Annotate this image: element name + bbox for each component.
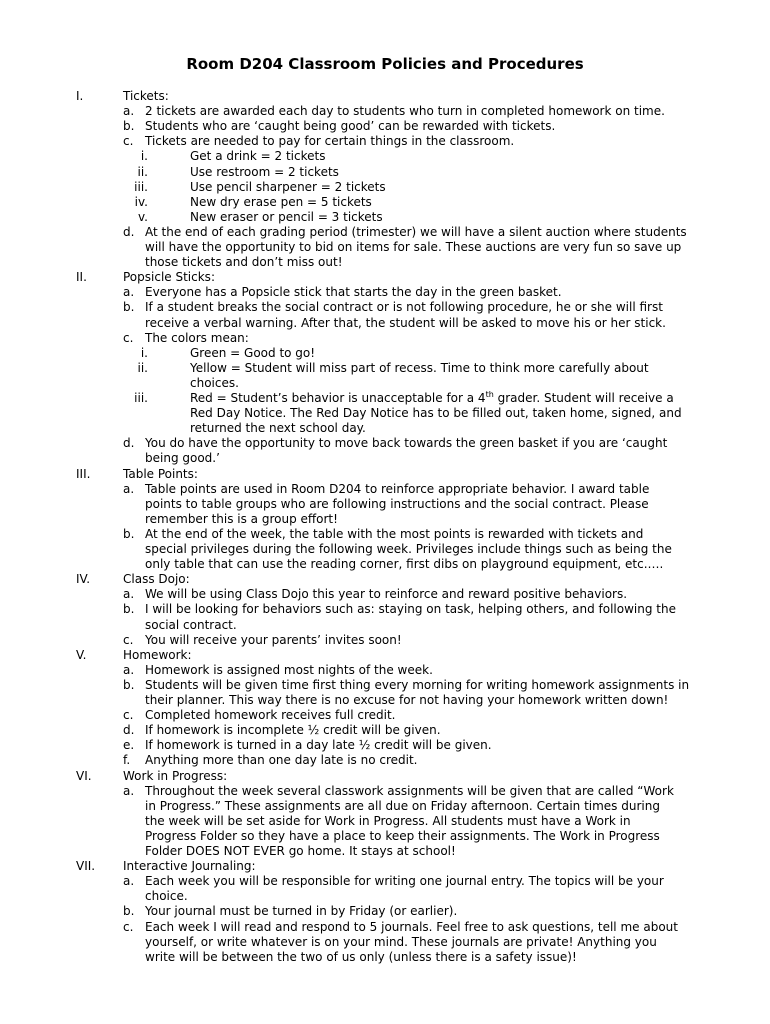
list-item-marker: a. bbox=[123, 104, 135, 119]
list-item-text: Students will be given time first thing every morning for writing homework assignments in bbox=[145, 677, 690, 692]
list-item-text: will have the opportunity to bid on items for sale. These auctions are very fun so save up bbox=[145, 240, 682, 254]
sublist-item-marker: i. bbox=[140, 345, 148, 360]
list-item-text: Tickets are needed to pay for certain things in the classroom. bbox=[145, 134, 515, 149]
sublist-item-text: Use restroom = 2 tickets bbox=[190, 164, 339, 179]
list-item-text: You will receive your parents’ invites soon! bbox=[145, 632, 402, 647]
list-item-marker: a. bbox=[123, 587, 135, 602]
list-item-marker: b. bbox=[123, 300, 135, 315]
sublist-item-text: Get a drink = 2 tickets bbox=[190, 149, 326, 164]
sublist-item-marker: ii. bbox=[137, 360, 148, 375]
list-item-text: You do have the opportunity to move back towards the green basket if you are ‘caught bbox=[145, 436, 668, 451]
list-item-text: Table points are used in Room D204 to reinforce appropriate behavior. I award table bbox=[145, 481, 650, 496]
list-item-marker: f. bbox=[123, 753, 131, 768]
list-item-marker: d. bbox=[123, 436, 135, 451]
list-item-marker: b. bbox=[123, 526, 135, 541]
list-item-text: Throughout the week several classwork assignments will be given that are called “Work bbox=[145, 783, 674, 798]
list-item-marker: b. bbox=[123, 677, 135, 692]
section-heading: Interactive Journaling: bbox=[123, 859, 256, 874]
list-item-marker: a. bbox=[123, 285, 135, 300]
sublist-item-text: Red Day Notice. The Red Day Notice has to be filled out, taken home, signed, and bbox=[190, 406, 682, 421]
sublist-item-marker: iv. bbox=[134, 194, 148, 209]
section-numeral: VI. bbox=[76, 768, 92, 783]
list-item-text: choice. bbox=[145, 889, 188, 904]
list-item-text: points to table groups who are following instructions and the social contract. Please bbox=[145, 496, 649, 511]
sublist-item-text: Use pencil sharpener = 2 tickets bbox=[190, 179, 386, 194]
sublist-item-text: choices. bbox=[190, 375, 239, 390]
list-item-text: those tickets and don’t miss out! bbox=[145, 255, 343, 270]
sublist-item-marker: v. bbox=[138, 209, 148, 224]
section-numeral: II. bbox=[76, 270, 87, 285]
sublist-item-text bbox=[190, 391, 674, 406]
list-item-text: in Progress.” These assignments are all due on Friday afternoon. Certain times during bbox=[145, 798, 660, 813]
list-item-text: Each week I will read and respond to 5 journals. Feel free to ask questions, tell me about bbox=[145, 919, 678, 934]
sublist-item-text-part: grader. Student will receive a bbox=[493, 391, 674, 405]
ordinal-superscript: th bbox=[485, 390, 494, 399]
section-numeral: III. bbox=[76, 466, 91, 481]
section-heading: Popsicle Sticks: bbox=[123, 270, 215, 285]
list-item-text: I will be looking for behaviors such as: staying on task, helping others, and following the bbox=[145, 602, 676, 617]
list-item-marker: a. bbox=[123, 481, 135, 496]
list-item-marker: c. bbox=[123, 632, 134, 647]
list-item-text: Homework is assigned most nights of the week. bbox=[145, 662, 433, 677]
list-item-text: Folder DOES NOT EVER go home. It stays at school! bbox=[145, 844, 456, 858]
list-item-text: If homework is incomplete ½ credit will be given. bbox=[145, 723, 441, 738]
list-item-text: social contract. bbox=[145, 617, 237, 632]
section-heading: Homework: bbox=[123, 647, 192, 662]
list-item-marker: b. bbox=[123, 602, 135, 617]
list-item-text: Your journal must be turned in by Friday (or earlier). bbox=[145, 904, 458, 919]
list-item-text: Progress Folder so they have a place to keep their assignments. The Work in Progress bbox=[145, 828, 660, 843]
list-item-text: If homework is turned in a day late ½ credit will be given. bbox=[145, 738, 492, 753]
list-item-text: write will be between the two of us only (unless there is a safety issue)! bbox=[145, 949, 577, 964]
sublist-item-text: New eraser or pencil = 3 tickets bbox=[190, 209, 383, 224]
list-item-text: their planner. This way there is no excuse for not having your homework written down! bbox=[145, 693, 669, 707]
list-item-text: At the end of each grading period (trimester) we will have a silent auction where students bbox=[145, 224, 687, 239]
list-item-text: Everyone has a Popsicle stick that starts the day in the green basket. bbox=[145, 285, 562, 300]
list-item-marker: b. bbox=[123, 904, 135, 919]
list-item-marker: c. bbox=[123, 330, 134, 345]
list-item-marker: b. bbox=[123, 119, 135, 134]
list-item-text: being good.’ bbox=[145, 451, 220, 466]
section-numeral: IV. bbox=[76, 572, 91, 587]
list-item-text: If a student breaks the social contract or is not following procedure, he or she will first bbox=[145, 300, 663, 315]
list-item-marker: c. bbox=[123, 708, 134, 723]
sublist-item-marker: i. bbox=[140, 149, 148, 164]
section-numeral: VII. bbox=[76, 859, 96, 874]
section-heading: Work in Progress: bbox=[123, 768, 228, 783]
list-item-text: only table that can use the reading corner, first dibs on playground equipment, etc.…. bbox=[145, 557, 664, 572]
list-item-marker: e. bbox=[123, 738, 135, 753]
list-item-text: Each week you will be responsible for writing one journal entry. The topics will be your bbox=[145, 874, 664, 889]
sublist-item-text: Yellow = Student will miss part of recess. Time to think more carefully about bbox=[190, 360, 649, 375]
sublist-item-text: Green = Good to go! bbox=[190, 345, 316, 360]
list-item-text: Completed homework receives full credit. bbox=[145, 708, 396, 723]
sublist-item-marker: iii. bbox=[134, 179, 148, 194]
list-item-marker: c. bbox=[123, 134, 134, 149]
section-numeral: V. bbox=[76, 647, 87, 662]
list-item-text: yourself, or write whatever is on your mind. These journals are private! Anything you bbox=[145, 934, 657, 949]
sublist-item-marker: ii. bbox=[137, 164, 148, 179]
list-item-text: We will be using Class Dojo this year to reinforce and reward positive behaviors. bbox=[145, 587, 628, 602]
list-item-text: the week will be set aside for Work in Progress. All students must have a Work in bbox=[145, 813, 631, 828]
list-item-marker: a. bbox=[123, 874, 135, 889]
sublist-item-marker: iii. bbox=[134, 391, 148, 405]
list-item-text: special privileges during the following week. Privileges include things such as being the bbox=[145, 542, 672, 556]
sublist-item-text: returned the next school day. bbox=[190, 421, 366, 436]
list-item-marker: c. bbox=[123, 919, 134, 934]
list-item-text: The colors mean: bbox=[145, 330, 249, 345]
page-title: Room D204 Classroom Policies and Procedures bbox=[186, 55, 584, 73]
list-item-text: receive a verbal warning. After that, the student will be asked to move his or her stick. bbox=[145, 315, 666, 330]
list-item-text: Anything more than one day late is no credit. bbox=[145, 753, 418, 768]
section-heading: Table Points: bbox=[123, 466, 198, 481]
list-item-text: At the end of the week, the table with the most points is rewarded with tickets and bbox=[145, 526, 644, 541]
list-item-marker: d. bbox=[123, 723, 135, 738]
list-item-text: remember this is a group effort! bbox=[145, 511, 338, 526]
sublist-item-text-part: Red = Student’s behavior is unacceptable for a 4 bbox=[190, 391, 486, 405]
list-item-marker: a. bbox=[123, 783, 135, 798]
section-heading: Tickets: bbox=[123, 89, 169, 103]
sublist-item-text: New dry erase pen = 5 tickets bbox=[190, 194, 372, 209]
list-item-marker: a. bbox=[123, 662, 135, 677]
section-heading: Class Dojo: bbox=[123, 572, 190, 587]
list-item-text: 2 tickets are awarded each day to students who turn in completed homework on time. bbox=[145, 104, 665, 119]
list-item-marker: d. bbox=[123, 224, 135, 239]
section-numeral: I. bbox=[76, 89, 84, 103]
list-item-text: Students who are ‘caught being good’ can be rewarded with tickets. bbox=[145, 119, 556, 134]
